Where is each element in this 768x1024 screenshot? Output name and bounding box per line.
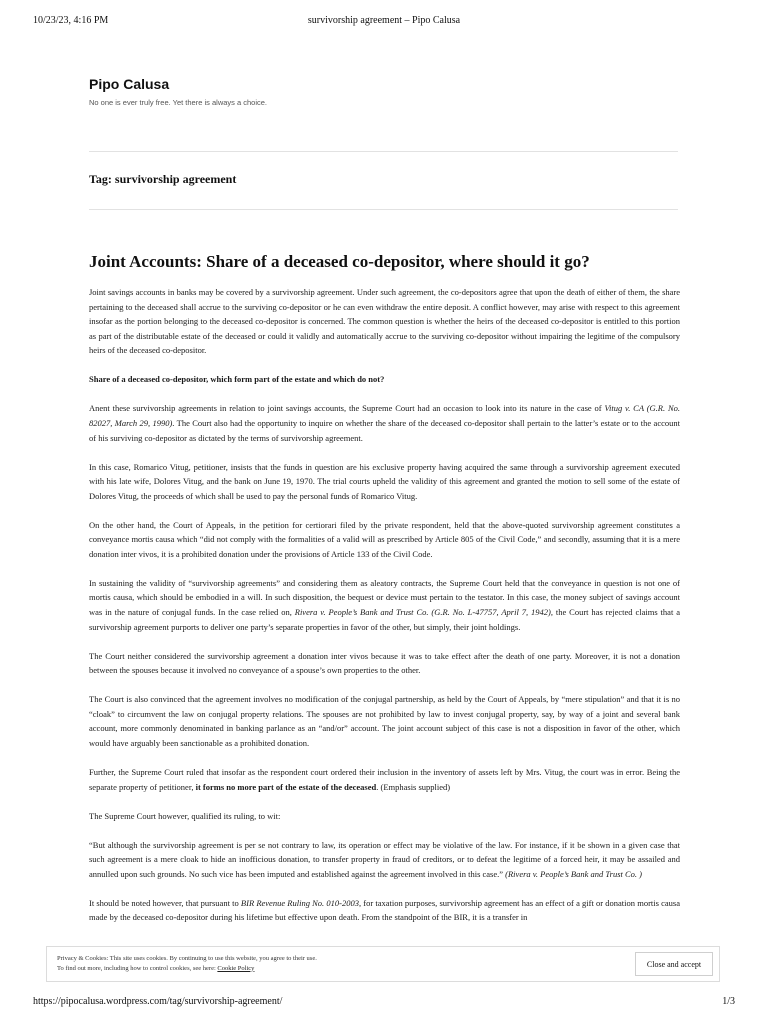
cookie-notice-line	[57, 964, 597, 974]
post-paragraph: Joint savings accounts in banks may be covered by a survivorship agreement. Under such agreement, the co-depositors agree that upon the death of either of them, the share pertaining to the deceased shall accrue to the surviving co-depositor or he can even withdraw the entire deposit. A conflict however, may arise with respect to this agreement insofar as the portion belonging to the deceased co-depositor is concerned. The common question is whether the heirs of the deceased co-depositor is entitled to this portion as part of the distributable estate of the deceased or could it validly and automatically accrue to the surviving co-depositor without impairing the legitime of the compulsory heirs of the deceased co-depositor.	[89, 287, 680, 356]
print-page-number: 1/3	[722, 996, 735, 1007]
subheading-text: Share of a deceased co-depositor, which form part of the estate and which do not?	[89, 374, 385, 385]
print-datetime: 10/23/23, 4:16 PM	[33, 15, 109, 26]
post-subheading	[89, 372, 680, 387]
cookie-notice-line: Privacy & Cookies: This site uses cookies. By continuing to use this website, you agree to their use.	[57, 955, 317, 962]
paragraph-text: In sustaining the validity of “survivorship agreements” and considering them as aleatory contracts, the Supreme Court held that the conveyance in question is not one of mortis causa, which should be embodied in a will. In such disposition, the bequest or device must pertain to the testator. In this case, the money subject of savings account was in the nature of conjugal funds. In the case relied on,	[89, 577, 680, 618]
site-title[interactable]: Pipo Calusa	[89, 76, 170, 92]
cookie-notice-text: To find out more, including how to control cookies, see here:	[57, 964, 218, 972]
divider	[89, 151, 678, 152]
divider	[89, 209, 678, 210]
print-footer	[33, 996, 735, 1010]
cookie-banner	[46, 946, 720, 982]
cookie-notice	[57, 954, 597, 973]
post-paragraph: On the other hand, the Court of Appeals, in the petition for certiorari filed by the private respondent, held that the above-quoted survivorship agreement constitutes a conveyance mortis causa which “did not comply with the formalities of a valid will as prescribed by Article 805 of the Civil Code,” and secondly, assuming that it is a mere donation inter vivos, it is a prohibited donation under the provisions of Article 133 of the Civil Code.	[89, 519, 680, 559]
post-paragraph	[89, 765, 680, 794]
paragraph-text: Further, the Supreme Court ruled that insofar as the respondent court ordered their inclusion in the inventory of assets left by Mrs. Vitug, the court was in error. Being the separate property of petitioner,	[89, 766, 680, 792]
case-citation: Rivera v. People’s Bank and Trust Co. (G.R. No. L-47757, April 7, 1942)	[294, 607, 551, 618]
emphasis-text: it forms no more part of the estate of the deceased	[195, 781, 377, 792]
paragraph-text: Anent these survivorship agreements in relation to joint savings accounts, the Supreme Court had an occasion to look into its nature in the case of	[89, 403, 605, 414]
post-content	[89, 285, 680, 938]
case-citation: (Rivera v. People’s Bank and Trust Co. )	[505, 868, 643, 879]
post-paragraph	[89, 401, 680, 445]
post-paragraph	[89, 576, 680, 634]
truncated-paragraph-wrapper	[89, 896, 680, 938]
archive-title: Tag: survivorship agreement	[89, 172, 237, 186]
print-url: https://pipocalusa.wordpress.com/tag/survivorship-agreement/	[33, 996, 283, 1007]
close-and-accept-button[interactable]: Close and accept	[635, 952, 713, 976]
paragraph-text: . (Emphasis supplied)	[376, 781, 451, 792]
paragraph-text: . The Court also had the opportunity to inquire on whether the share of the deceased co-depositor shall pertain to the latter’s estate or to the account of his surviving co-depositor as dictated by the terms of survivorship agreement.	[89, 417, 680, 443]
quote-text: “But although the survivorship agreement is per se not contrary to law, its operation or effect may be violative of the law. For instance, if it be shown in a given case that such agreement is a mere cloak to hide an inofficious donation, to transfer property in fraud of creditors, or to defeat the legitime of a forced heir, it may be assailed and annulled upon such grounds. No such vice has been imputed and established against the agreement involved in this case.”	[89, 839, 680, 879]
print-header	[33, 15, 735, 29]
paragraph-text: , the Court has rejected claims that a survivorship agreement purports to deliver one party’s separate properties in favor of the other, but simply, their joint holdings.	[89, 607, 680, 632]
post-paragraph: In this case, Romarico Vitug, petitioner, insists that the funds in question are his exclusive property having acquired the same through a survivorship agreement executed with his late wife, Dolores Vitug, and the bank on June 19, 1970. The trial courts upheld the validity of this agreement and granted the motion to sell some of the estate of Dolores Vitug, the proceeds of which shall be used to pay the personal funds of Romarico Vitug.	[89, 461, 680, 501]
paragraph-text: It should be noted however, that pursuant to	[89, 897, 241, 908]
quoted-paragraph	[89, 838, 680, 882]
post-paragraph: The Court is also convinced that the agreement involves no modification of the conjugal partnership, as held by the Court of Appeals, by “mere stipulation” and that it is no “cloak” to circumvent the law on conjugal property relations. The spouses are not prohibited by law to invest conjugal property, say, by way of a joint and several bank account, more commonly denominated in banking parlance as an “and/or” account. The joint account subject of this case is not a disposition in favor of the other, which would have arguably been sanctionable as a prohibited donation.	[89, 694, 680, 748]
ruling-citation: BIR Revenue Ruling No. 010-2003	[240, 897, 359, 908]
cookie-policy-link[interactable]: Cookie Policy	[217, 964, 255, 972]
post-paragraph: The Supreme Court however, qualified its ruling, to wit:	[89, 810, 281, 821]
print-page-title: survivorship agreement – Pipo Calusa	[307, 15, 461, 26]
paragraph-text: , for taxation purposes, survivorship agreement has an effect of a gift or donation mortis causa made by the deceased co-depositor during his lifetime but effective upon death. From the standpoint of the BIR, it is a transfer in	[89, 897, 680, 923]
site-tagline: No one is ever truly free. Yet there is always a choice.	[89, 98, 268, 107]
post-paragraph	[89, 896, 680, 925]
case-citation: Vitug v. CA (G.R. No. 82027, March 29, 1990)	[89, 403, 681, 428]
post-title[interactable]: Joint Accounts: Share of a deceased co-depositor, where should it go?	[89, 252, 590, 271]
post-paragraph: The Court neither considered the survivorship agreement a donation inter vivos because it was to take effect after the death of one party. Moreover, it is not a donation between the spouses because it involved no conveyance of a spouse’s own properties to the other.	[89, 650, 680, 676]
